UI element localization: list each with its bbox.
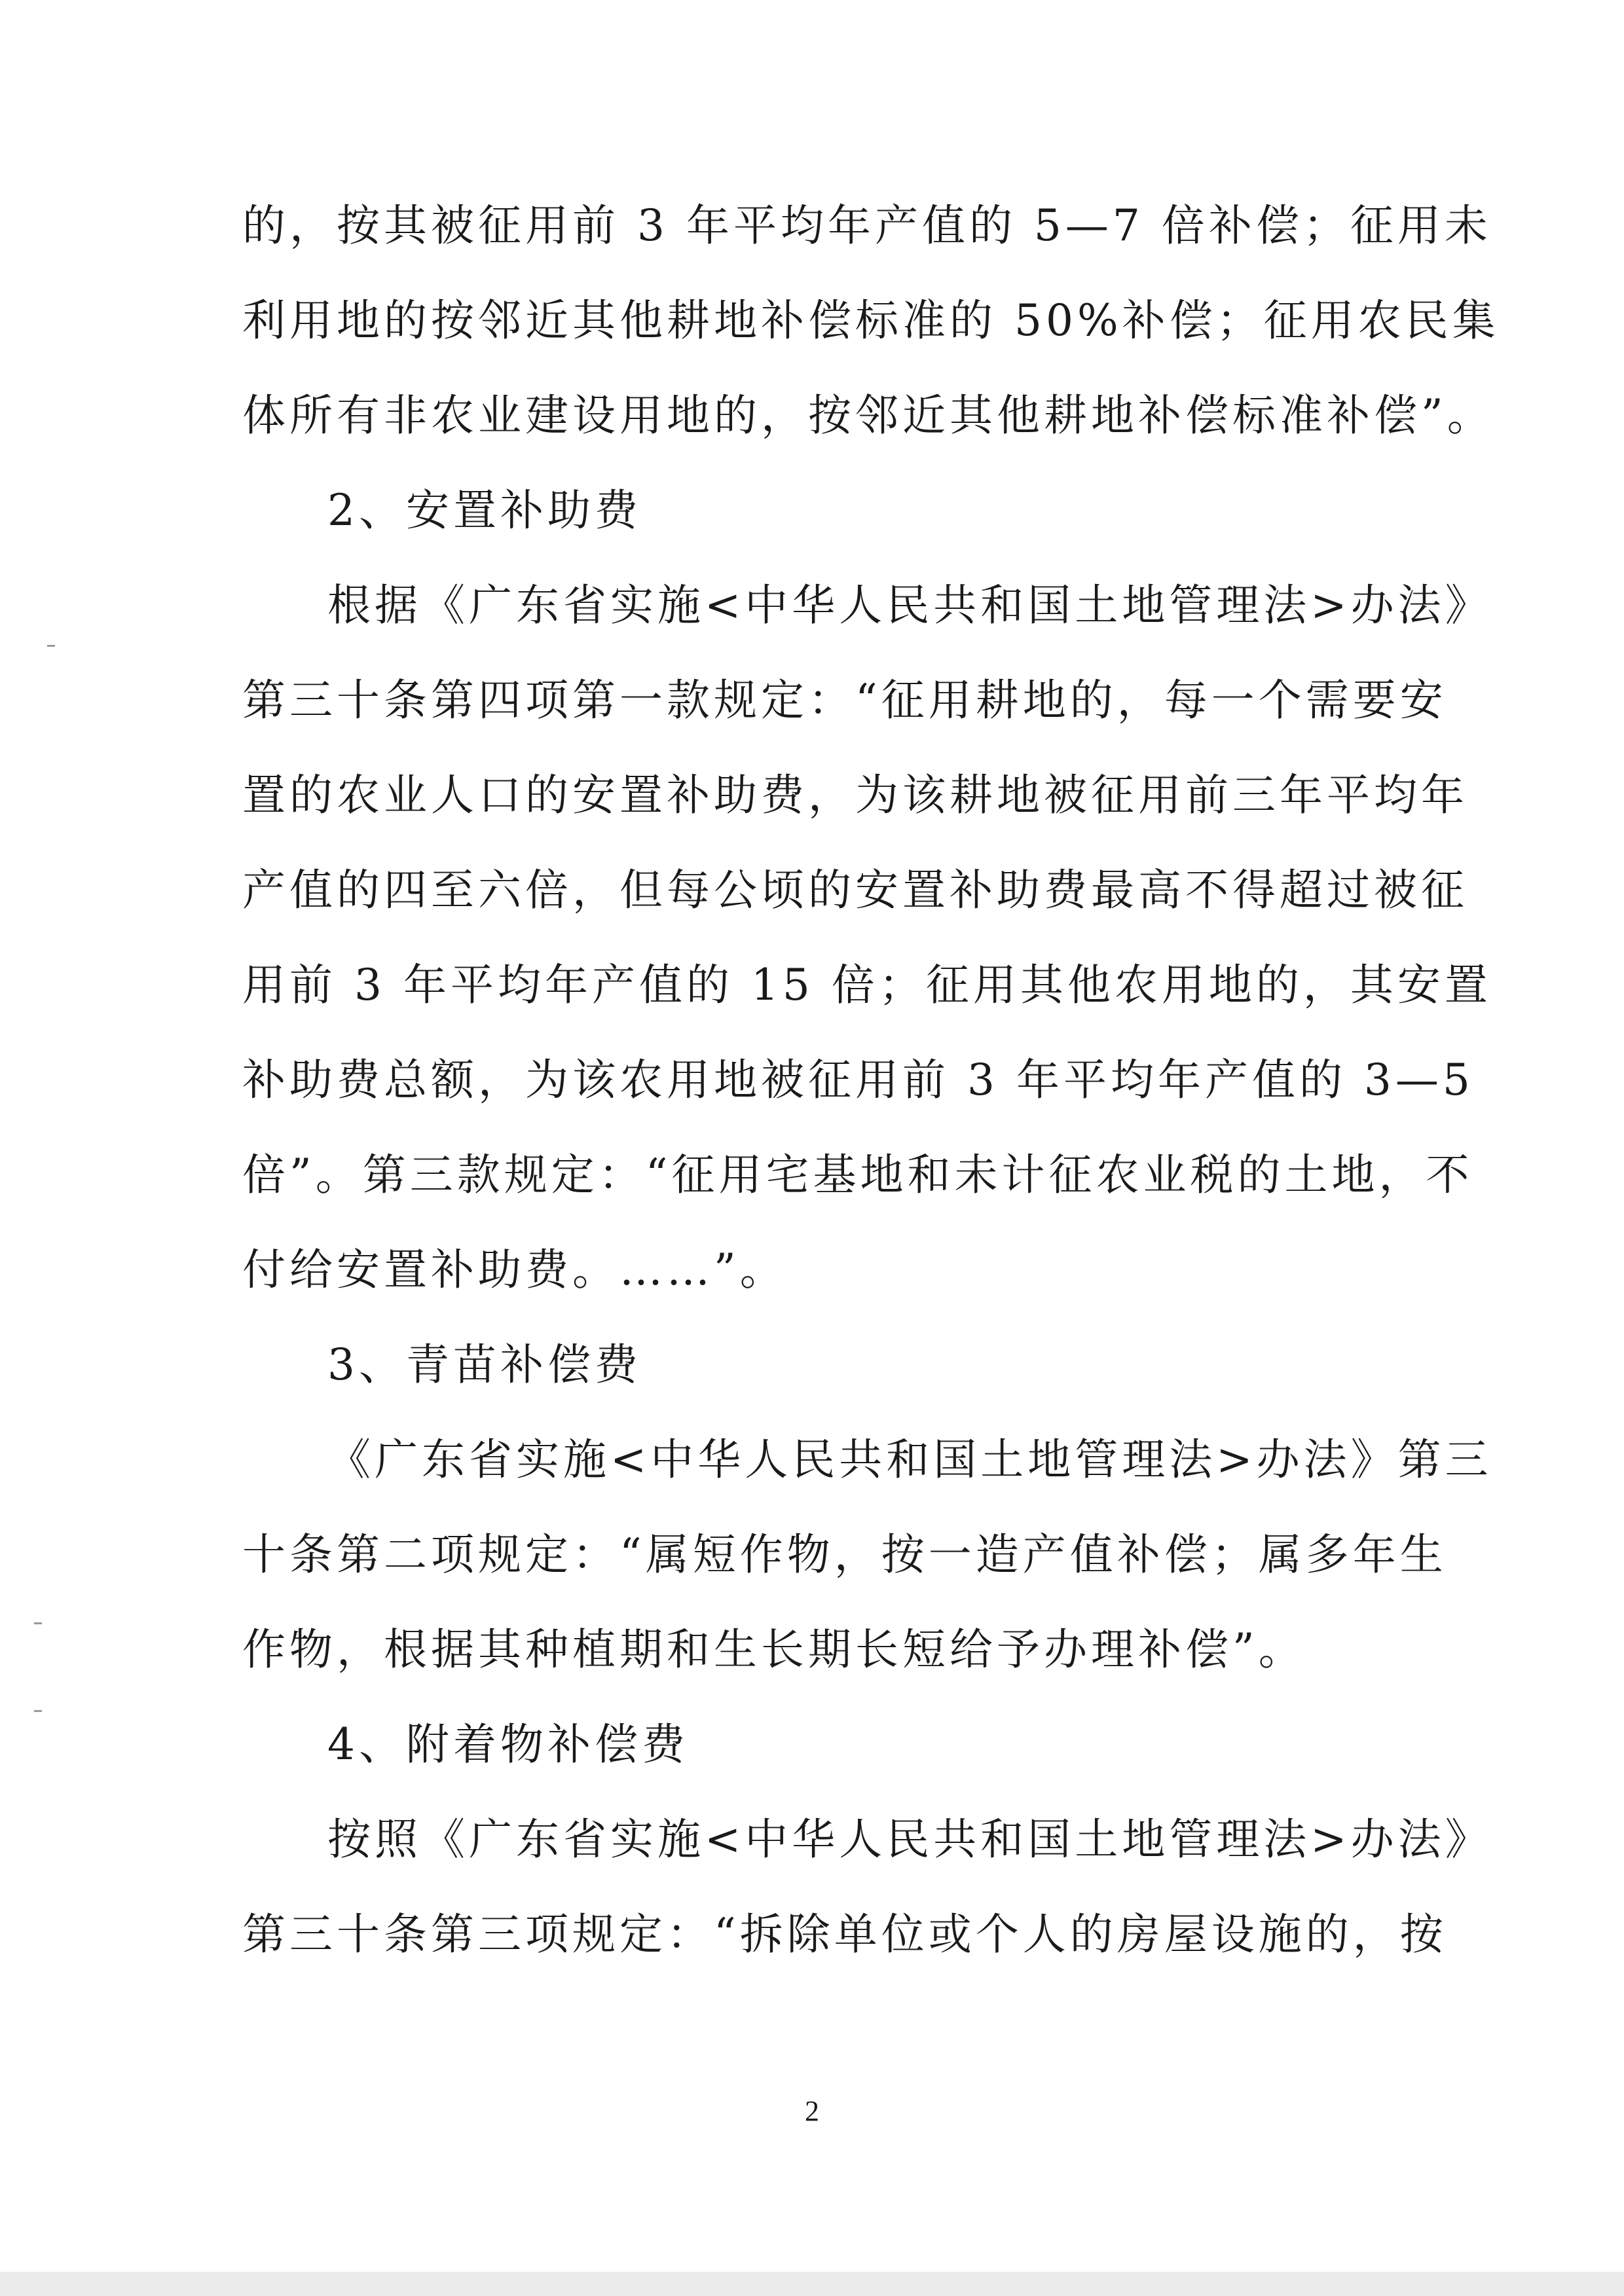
paragraph-line-5: 根据《广东省实施<中华人民共和国土地管理法>办法》: [327, 580, 1492, 630]
scan-margin-mark: [47, 645, 55, 647]
page-number: 2: [805, 2095, 819, 2127]
section-heading-resettlement: 2、安置补助费: [327, 485, 642, 536]
section-heading-attachments: 4、附着物补偿费: [327, 1719, 689, 1770]
section-heading-crops: 3、青苗补偿费: [327, 1339, 642, 1390]
paragraph-line-9: 用前 3 年平均年产值的 15 倍；征用其他农用地的，其安置: [242, 960, 1492, 1010]
paragraph-line-6: 第三十条第四项第一款规定：“征用耕地的，每一个需要安: [242, 675, 1447, 725]
paragraph-line-12: 付给安置补助费。……”。: [242, 1245, 787, 1295]
paragraph-line-2: 利用地的按邻近其他耕地补偿标准的 50%补偿；征用农民集: [242, 295, 1500, 346]
paragraph-line-1: 的，按其被征用前 3 年平均年产值的 5—7 倍补偿；征用未: [242, 200, 1492, 251]
scan-margin-mark: [34, 1710, 42, 1712]
paragraph-line-14: 《广东省实施<中华人民共和国土地管理法>办法》第三: [327, 1434, 1492, 1485]
scan-margin-mark: [34, 1622, 42, 1624]
paragraph-line-7: 置的农业人口的安置补助费，为该耕地被征用前三年平均年: [242, 770, 1468, 820]
paragraph-line-10: 补助费总额，为该农用地被征用前 3 年平均年产值的 3—5: [242, 1055, 1474, 1105]
paragraph-line-16: 作物，根据其种植期和生长期长短给予办理补偿”。: [242, 1624, 1306, 1675]
paragraph-line-11: 倍”。第三款规定：“征用宅基地和未计征农业税的土地，不: [242, 1150, 1473, 1200]
paragraph-line-8: 产值的四至六倍，但每公顷的安置补助费最高不得超过被征: [242, 865, 1468, 915]
paragraph-line-19: 第三十条第三项规定：“拆除单位或个人的房屋设施的，按: [242, 1909, 1447, 1959]
paragraph-line-3: 体所有非农业建设用地的，按邻近其他耕地补偿标准补偿”。: [242, 390, 1494, 441]
paragraph-line-18: 按照《广东省实施<中华人民共和国土地管理法>办法》: [327, 1814, 1492, 1865]
scan-bottom-edge: [0, 2272, 1624, 2296]
paragraph-line-15: 十条第二项规定：“属短作物，按一造产值补偿；属多年生: [242, 1529, 1447, 1580]
